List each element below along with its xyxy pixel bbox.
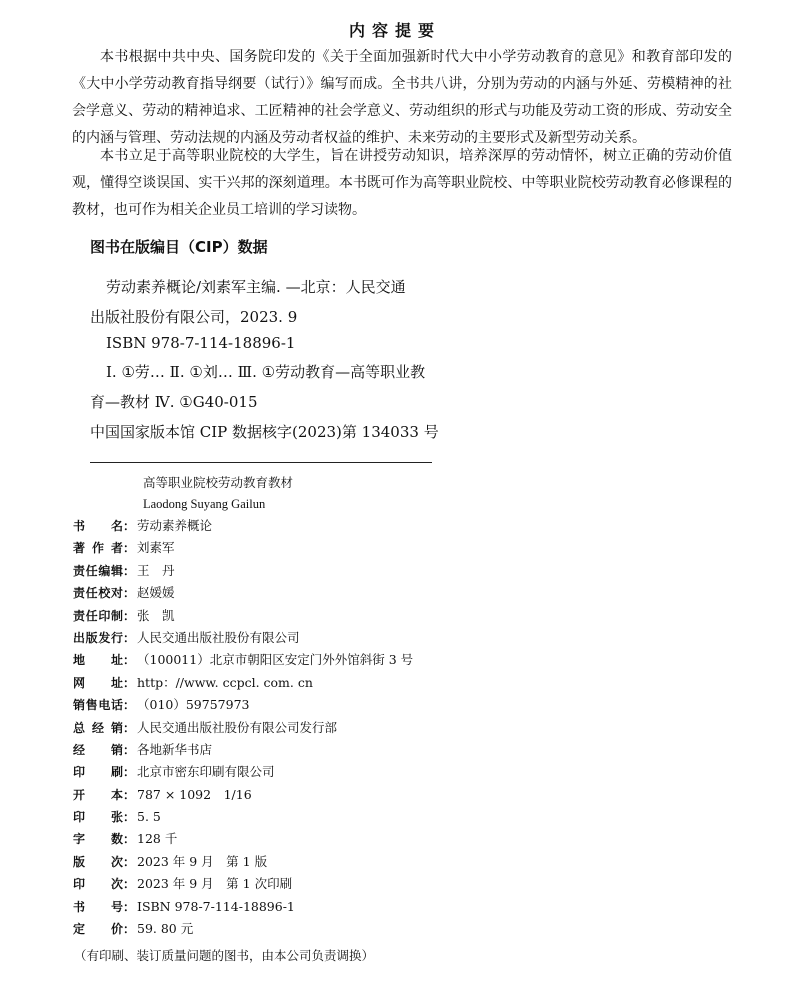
colophon-row	[73, 896, 693, 918]
colophon-label: 经销	[73, 742, 123, 757]
colophon-value: 人民交通出版社股份有限公司	[137, 629, 300, 645]
colophon-label: 定价	[73, 922, 123, 937]
colophon-label: 开本	[73, 787, 123, 802]
colon: ：	[123, 899, 136, 914]
colophon-row	[73, 672, 693, 694]
colophon-row	[73, 649, 693, 671]
colophon-label: 总经销	[73, 720, 123, 735]
colon: ：	[123, 608, 136, 623]
divider	[90, 462, 432, 463]
colophon-row	[73, 627, 693, 649]
series-name: 高等职业院校劳动教育教材	[143, 475, 294, 490]
colophon-value: 张 凯	[137, 607, 175, 623]
colophon-label: 销售电话	[73, 698, 123, 713]
colon: ：	[123, 653, 136, 668]
colophon-label: 责任编辑	[73, 563, 123, 578]
summary-paragraph-1: 本书根据中共中央、国务院印发的《关于全面加强新时代大中小学劳动教育的意见》和教育部印发的《大中小学劳动教育指导纲要（试行）》编写而成。全书共八讲，分别为劳动的内涵与外延、劳模精神的社会学意义、劳动的精神追求、工匠精神的社会学意义、劳动组织的形式与功能及劳动工资的形成、劳动安全的内涵与管理、劳动法规的内涵及劳动者权益的维护、未来劳动的主要形式及新型劳动关系。	[72, 49, 732, 146]
colophon-value: 128 千	[137, 831, 178, 847]
colon: ：	[123, 765, 136, 780]
colophon-row	[73, 717, 693, 739]
colophon-value: ISBN 978-7-114-18896-1	[137, 898, 295, 914]
colophon-value: 人民交通出版社股份有限公司发行部	[137, 719, 338, 735]
colon: ：	[123, 720, 136, 735]
colophon-row	[73, 560, 693, 582]
colophon-value: 北京市密东印刷有限公司	[137, 764, 275, 780]
summary-paragraph-2: 本书立足于高等职业院校的大学生，旨在讲授劳动知识，培养深厚的劳动情怀，树立正确的劳动价值观，懂得空谈误国、实干兴邦的深刻道理。本书既可作为高等职业院校、中等职业院校劳动教育必修课程的教材，也可作为相关企业员工培训的学习读物。	[72, 148, 732, 218]
colophon-value: 2023 年 9 月 第 1 版	[137, 853, 268, 869]
colophon-label: 书名	[73, 519, 123, 533]
colophon-label: 印张	[73, 810, 123, 825]
colophon-label: 版次	[73, 854, 123, 869]
colophon-row	[73, 739, 693, 761]
colophon-label: 地址	[73, 653, 123, 668]
colophon-label: 责任印制	[73, 608, 123, 623]
colon: ：	[123, 810, 136, 825]
colon: ：	[123, 877, 136, 892]
colophon-row	[73, 537, 693, 559]
cip-line: 育—教材 Ⅳ. ①G40-015	[90, 393, 258, 411]
colon: ：	[123, 675, 136, 690]
colophon-label: 字数	[73, 832, 123, 847]
colophon-value: 787 × 1092 1/16	[137, 786, 252, 802]
colophon-row	[73, 694, 693, 716]
colophon-label: 责任校对	[73, 586, 123, 601]
colophon-value: 刘素军	[137, 540, 175, 556]
colophon-value: （010）59757973	[137, 697, 250, 713]
colophon-row	[73, 918, 693, 940]
colophon-value: 劳动素养概论	[137, 518, 213, 533]
colon: ：	[123, 787, 136, 802]
cip-heading: 图书在版编目（CIP）数据	[90, 238, 268, 256]
quality-note: （有印刷、装订质量问题的图书，由本公司负责调换）	[74, 948, 375, 963]
colophon-label: 印刷	[73, 765, 123, 780]
colophon-label: 著作者	[73, 541, 123, 556]
cip-line: Ⅰ. ①劳… Ⅱ. ①刘… Ⅲ. ①劳动教育—高等职业教	[106, 363, 426, 381]
colon: ：	[123, 586, 136, 601]
colophon-value: 59. 80 元	[137, 921, 194, 937]
colon: ：	[123, 541, 136, 556]
colophon-label: 网址	[73, 675, 123, 690]
colophon-row	[73, 582, 693, 604]
colophon-row	[73, 873, 693, 895]
colophon-value: 王 丹	[137, 562, 175, 578]
colophon-label: 印次	[73, 877, 123, 892]
colophon-row	[73, 605, 693, 627]
cip-line: 出版社股份有限公司，2023. 9	[90, 308, 298, 326]
colophon-list	[73, 515, 693, 940]
colophon-row	[73, 851, 693, 873]
colon: ：	[123, 854, 136, 869]
colon: ：	[123, 742, 136, 757]
colophon-label: 书号	[73, 899, 123, 914]
colon: ：	[123, 519, 136, 533]
colophon-row	[73, 806, 693, 828]
colon: ：	[123, 630, 136, 645]
cip-line: 劳动素养概论/刘素军主编. —北京：人民交通	[106, 278, 406, 296]
colophon-row	[73, 515, 693, 537]
cip-line: ISBN 978-7-114-18896-1	[106, 334, 296, 352]
colophon-value: 赵媛媛	[137, 585, 175, 601]
colon: ：	[123, 563, 136, 578]
colophon-row	[73, 828, 693, 850]
colon: ：	[123, 698, 136, 713]
colophon-value: （100011）北京市朝阳区安定门外外馆斜街 3 号	[137, 652, 414, 668]
summary-title: 内容提要	[348, 21, 441, 40]
colophon-row	[73, 784, 693, 806]
colophon-row	[73, 761, 693, 783]
colophon-value: 各地新华书店	[137, 741, 213, 757]
colon: ：	[123, 832, 136, 847]
colophon-value: 5. 5	[137, 809, 161, 825]
colophon-label: 出版发行	[73, 630, 123, 645]
cip-line: 中国国家版本馆 CIP 数据核字(2023)第 134033 号	[90, 423, 439, 441]
colophon-value: http：//www. ccpcl. com. cn	[137, 674, 313, 690]
colophon-value: 2023 年 9 月 第 1 次印刷	[137, 876, 293, 892]
colon: ：	[123, 922, 136, 937]
pinyin-title: Laodong Suyang Gailun	[143, 497, 266, 511]
